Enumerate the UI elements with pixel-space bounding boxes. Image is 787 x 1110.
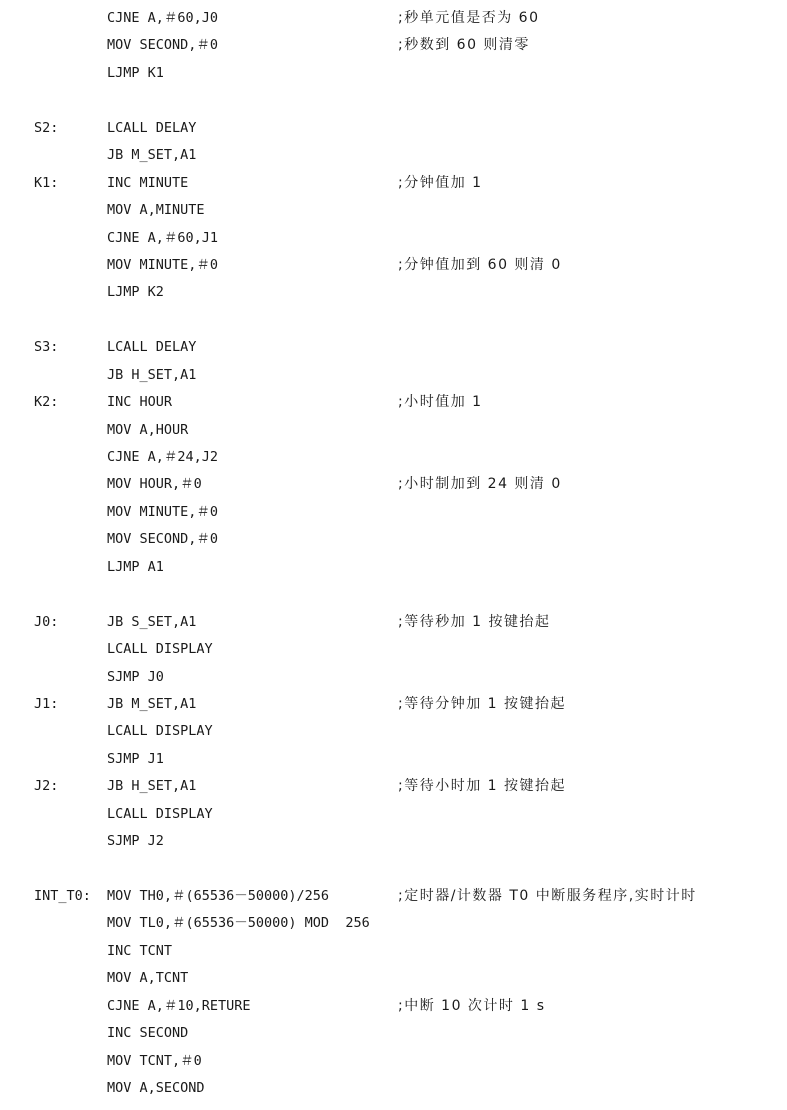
code-line: [0, 417, 787, 444]
line-instruction: MOV A,SECOND: [107, 1080, 205, 1097]
line-label: K1:: [34, 174, 59, 191]
code-line: [0, 718, 787, 745]
line-instruction: MOV TL0,＃(65536－50000) MOD 256: [107, 915, 370, 932]
code-line: [0, 197, 787, 224]
line-instruction: MOV SECOND,＃0: [107, 37, 219, 54]
line-instruction: CJNE A,＃24,J2: [107, 449, 219, 465]
code-line: [0, 1020, 787, 1047]
line-instruction: SJMP J2: [107, 833, 164, 850]
code-line: [0, 32, 787, 59]
code-line: [0, 883, 787, 910]
code-line: [0, 609, 787, 636]
code-line: [0, 225, 787, 252]
line-comment: ;中断 10 次计时 1 s: [398, 997, 546, 1014]
blank-line: [0, 87, 787, 114]
line-label: K2:: [34, 394, 59, 411]
code-line: [0, 60, 787, 87]
line-comment: ;分钟值加 1: [398, 174, 483, 191]
line-instruction: CJNE A,＃10,RETURE: [107, 997, 251, 1014]
code-line: [0, 773, 787, 800]
line-instruction: LCALL DISPLAY: [107, 723, 213, 740]
line-instruction: LCALL DELAY: [107, 339, 197, 356]
code-line: [0, 334, 787, 361]
line-instruction: INC SECOND: [107, 1025, 189, 1042]
line-instruction: JB H_SET,A1: [107, 778, 197, 795]
code-line: [0, 499, 787, 526]
assembly-listing: [0, 5, 787, 1103]
line-comment: ;等待秒加 1 按键抬起: [398, 613, 551, 630]
line-instruction: LCALL DISPLAY: [107, 641, 213, 658]
code-line: [0, 444, 787, 471]
code-line: [0, 279, 787, 306]
line-instruction: MOV A,MINUTE: [107, 202, 205, 219]
line-instruction: CJNE A,＃60,J0: [107, 10, 219, 26]
line-instruction: MOV HOUR,＃0: [107, 476, 202, 493]
line-instruction: LJMP K1: [107, 64, 164, 81]
line-label: S2:: [34, 119, 59, 136]
code-line: [0, 1075, 787, 1102]
line-instruction: MOV MINUTE,＃0: [107, 256, 219, 273]
code-line: [0, 828, 787, 855]
line-instruction: MOV A,HOUR: [107, 421, 189, 438]
code-line: [0, 554, 787, 581]
blank-line: [0, 581, 787, 608]
code-line: [0, 252, 787, 279]
line-instruction: JB M_SET,A1: [107, 695, 197, 712]
code-line: [0, 115, 787, 142]
code-line: [0, 526, 787, 553]
code-line: [0, 1048, 787, 1075]
line-instruction: MOV TCNT,＃0: [107, 1052, 202, 1069]
line-comment: ;小时值加 1: [398, 394, 483, 411]
line-instruction: INC MINUTE: [107, 174, 189, 191]
line-instruction: LCALL DISPLAY: [107, 805, 213, 822]
line-instruction: JB H_SET,A1: [107, 366, 197, 383]
line-instruction: LJMP A1: [107, 558, 164, 575]
line-comment: ;定时器/计数器 T0 中断服务程序,实时计时: [398, 888, 697, 904]
code-line: [0, 636, 787, 663]
line-instruction: MOV MINUTE,＃0: [107, 503, 219, 520]
line-instruction: SJMP J1: [107, 750, 164, 767]
line-comment: ;分钟值加到 60 则清 0: [398, 256, 562, 273]
code-line: [0, 801, 787, 828]
blank-line: [0, 856, 787, 883]
line-comment: ;等待小时加 1 按键抬起: [398, 778, 567, 795]
code-line: [0, 691, 787, 718]
code-line: [0, 389, 787, 416]
line-instruction: LCALL DELAY: [107, 119, 197, 136]
line-instruction: MOV A,TCNT: [107, 970, 189, 987]
line-comment: ;秒数到 60 则清零: [398, 37, 530, 54]
code-line: [0, 664, 787, 691]
line-instruction: INC TCNT: [107, 942, 173, 959]
code-line: [0, 938, 787, 965]
line-label: J2:: [34, 778, 59, 795]
code-line: [0, 362, 787, 389]
line-instruction: MOV TH0,＃(65536－50000)/256: [107, 888, 330, 904]
line-instruction: CJNE A,＃60,J1: [107, 229, 219, 246]
code-line: [0, 471, 787, 498]
line-instruction: MOV SECOND,＃0: [107, 531, 219, 548]
line-instruction: JB S_SET,A1: [107, 613, 197, 630]
line-label: J1:: [34, 695, 59, 712]
line-label: INT_T0:: [34, 888, 91, 904]
line-comment: ;等待分钟加 1 按键抬起: [398, 695, 567, 712]
code-line: [0, 5, 787, 32]
code-line: [0, 965, 787, 992]
code-line: [0, 170, 787, 197]
line-label: J0:: [34, 613, 59, 630]
line-instruction: SJMP J0: [107, 668, 164, 685]
code-line: [0, 142, 787, 169]
line-comment: ;秒单元值是否为 60: [398, 10, 540, 26]
code-line: [0, 993, 787, 1020]
blank-line: [0, 307, 787, 334]
line-instruction: INC HOUR: [107, 394, 173, 411]
line-instruction: JB M_SET,A1: [107, 147, 197, 164]
code-line: [0, 910, 787, 937]
line-comment: ;小时制加到 24 则清 0: [398, 476, 562, 493]
code-line: [0, 746, 787, 773]
line-instruction: LJMP K2: [107, 284, 164, 301]
line-label: S3:: [34, 339, 59, 356]
